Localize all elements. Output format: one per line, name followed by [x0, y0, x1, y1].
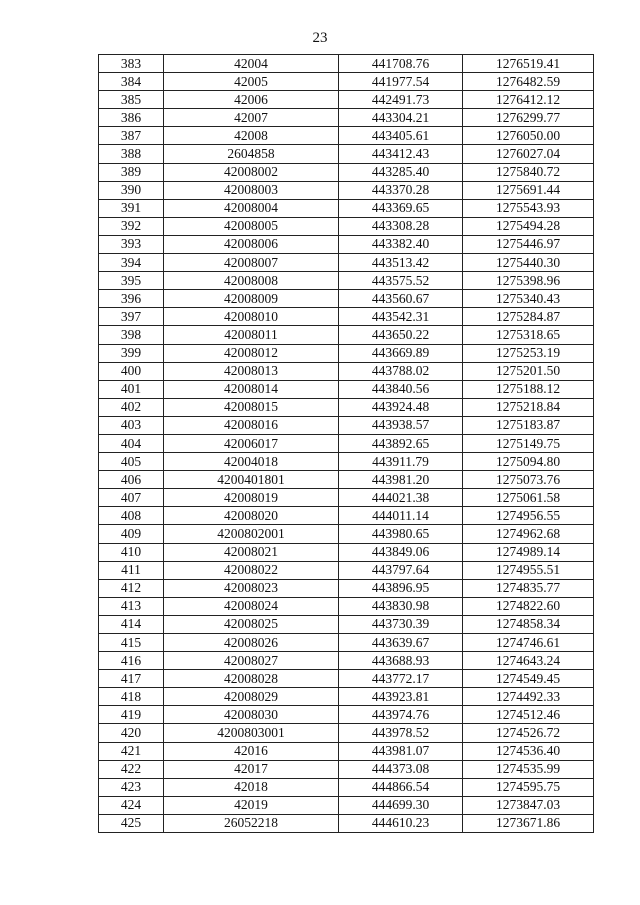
x-coordinate-cell: 443772.17: [339, 670, 463, 688]
table-row: [99, 742, 594, 760]
point-number-cell: 386: [99, 109, 164, 127]
point-number-cell: 405: [99, 453, 164, 471]
point-number-cell: 407: [99, 489, 164, 507]
table-row: [99, 814, 594, 832]
point-id-cell: 42008009: [164, 290, 339, 308]
table-row: [99, 453, 594, 471]
table-row: [99, 199, 594, 217]
point-number-cell: 416: [99, 652, 164, 670]
point-number-cell: 398: [99, 326, 164, 344]
y-coordinate-cell: 1274492.33: [463, 688, 594, 706]
point-id-cell: 42008010: [164, 308, 339, 326]
point-number-cell: 409: [99, 525, 164, 543]
y-coordinate-cell: 1275543.93: [463, 199, 594, 217]
x-coordinate-cell: 443650.22: [339, 326, 463, 344]
table-row: [99, 254, 594, 272]
x-coordinate-cell: 443669.89: [339, 344, 463, 362]
point-number-cell: 400: [99, 362, 164, 380]
x-coordinate-cell: 443980.65: [339, 525, 463, 543]
point-number-cell: 419: [99, 706, 164, 724]
table-row: [99, 235, 594, 253]
table-row: [99, 398, 594, 416]
point-id-cell: 42019: [164, 796, 339, 814]
y-coordinate-cell: 1276482.59: [463, 73, 594, 91]
x-coordinate-cell: 444866.54: [339, 778, 463, 796]
table-row: [99, 127, 594, 145]
table-body: [99, 55, 594, 833]
point-id-cell: 42008003: [164, 181, 339, 199]
y-coordinate-cell: 1274956.55: [463, 507, 594, 525]
point-id-cell: 42008012: [164, 344, 339, 362]
point-number-cell: 406: [99, 471, 164, 489]
x-coordinate-cell: 443788.02: [339, 362, 463, 380]
coordinates-table: [98, 54, 594, 833]
point-id-cell: 42008007: [164, 254, 339, 272]
table-row: [99, 55, 594, 73]
point-number-cell: 388: [99, 145, 164, 163]
point-id-cell: 42008014: [164, 380, 339, 398]
y-coordinate-cell: 1275201.50: [463, 362, 594, 380]
y-coordinate-cell: 1275446.97: [463, 235, 594, 253]
point-id-cell: 42008020: [164, 507, 339, 525]
point-id-cell: 42008029: [164, 688, 339, 706]
point-number-cell: 391: [99, 199, 164, 217]
y-coordinate-cell: 1275284.87: [463, 308, 594, 326]
point-id-cell: 42006: [164, 91, 339, 109]
point-number-cell: 387: [99, 127, 164, 145]
x-coordinate-cell: 443830.98: [339, 597, 463, 615]
table-row: [99, 724, 594, 742]
table-row: [99, 760, 594, 778]
point-number-cell: 389: [99, 163, 164, 181]
y-coordinate-cell: 1275318.65: [463, 326, 594, 344]
point-id-cell: 42008: [164, 127, 339, 145]
y-coordinate-cell: 1274643.24: [463, 652, 594, 670]
y-coordinate-cell: 1274535.99: [463, 760, 594, 778]
point-number-cell: 411: [99, 561, 164, 579]
point-id-cell: 42008022: [164, 561, 339, 579]
point-number-cell: 421: [99, 742, 164, 760]
point-number-cell: 415: [99, 634, 164, 652]
point-id-cell: 42008013: [164, 362, 339, 380]
y-coordinate-cell: 1275218.84: [463, 398, 594, 416]
x-coordinate-cell: 444373.08: [339, 760, 463, 778]
point-number-cell: 390: [99, 181, 164, 199]
point-number-cell: 408: [99, 507, 164, 525]
x-coordinate-cell: 443304.21: [339, 109, 463, 127]
point-id-cell: 42008027: [164, 652, 339, 670]
y-coordinate-cell: 1274549.45: [463, 670, 594, 688]
point-number-cell: 393: [99, 235, 164, 253]
point-id-cell: 42008015: [164, 398, 339, 416]
x-coordinate-cell: 443285.40: [339, 163, 463, 181]
x-coordinate-cell: 443639.67: [339, 634, 463, 652]
point-number-cell: 417: [99, 670, 164, 688]
y-coordinate-cell: 1275061.58: [463, 489, 594, 507]
y-coordinate-cell: 1275183.87: [463, 416, 594, 434]
x-coordinate-cell: 441977.54: [339, 73, 463, 91]
table-row: [99, 163, 594, 181]
point-id-cell: 4200802001: [164, 525, 339, 543]
table-row: [99, 615, 594, 633]
y-coordinate-cell: 1274962.68: [463, 525, 594, 543]
y-coordinate-cell: 1274746.61: [463, 634, 594, 652]
point-id-cell: 42004018: [164, 453, 339, 471]
x-coordinate-cell: 444699.30: [339, 796, 463, 814]
x-coordinate-cell: 443575.52: [339, 272, 463, 290]
table-row: [99, 706, 594, 724]
y-coordinate-cell: 1275494.28: [463, 217, 594, 235]
y-coordinate-cell: 1275149.75: [463, 434, 594, 452]
table-row: [99, 543, 594, 561]
point-number-cell: 420: [99, 724, 164, 742]
point-number-cell: 401: [99, 380, 164, 398]
point-id-cell: 26052218: [164, 814, 339, 832]
x-coordinate-cell: 443405.61: [339, 127, 463, 145]
table-row: [99, 489, 594, 507]
x-coordinate-cell: 444610.23: [339, 814, 463, 832]
table-row: [99, 91, 594, 109]
x-coordinate-cell: 443412.43: [339, 145, 463, 163]
y-coordinate-cell: 1273671.86: [463, 814, 594, 832]
point-number-cell: 425: [99, 814, 164, 832]
point-number-cell: 403: [99, 416, 164, 434]
point-number-cell: 399: [99, 344, 164, 362]
y-coordinate-cell: 1274595.75: [463, 778, 594, 796]
point-id-cell: 42007: [164, 109, 339, 127]
point-id-cell: 4200401801: [164, 471, 339, 489]
x-coordinate-cell: 443896.95: [339, 579, 463, 597]
y-coordinate-cell: 1276050.00: [463, 127, 594, 145]
y-coordinate-cell: 1275691.44: [463, 181, 594, 199]
point-id-cell: 42008008: [164, 272, 339, 290]
y-coordinate-cell: 1275073.76: [463, 471, 594, 489]
table-row: [99, 326, 594, 344]
point-number-cell: 423: [99, 778, 164, 796]
table-row: [99, 778, 594, 796]
point-number-cell: 414: [99, 615, 164, 633]
point-id-cell: 42008024: [164, 597, 339, 615]
x-coordinate-cell: 443308.28: [339, 217, 463, 235]
y-coordinate-cell: 1274536.40: [463, 742, 594, 760]
point-number-cell: 392: [99, 217, 164, 235]
table-row: [99, 344, 594, 362]
point-number-cell: 402: [99, 398, 164, 416]
x-coordinate-cell: 443370.28: [339, 181, 463, 199]
point-id-cell: 42008016: [164, 416, 339, 434]
table-row: [99, 634, 594, 652]
y-coordinate-cell: 1275440.30: [463, 254, 594, 272]
x-coordinate-cell: 444011.14: [339, 507, 463, 525]
point-id-cell: 42008006: [164, 235, 339, 253]
point-number-cell: 396: [99, 290, 164, 308]
table-row: [99, 507, 594, 525]
y-coordinate-cell: 1276519.41: [463, 55, 594, 73]
x-coordinate-cell: 443974.76: [339, 706, 463, 724]
point-number-cell: 412: [99, 579, 164, 597]
y-coordinate-cell: 1276299.77: [463, 109, 594, 127]
table-row: [99, 109, 594, 127]
table-row: [99, 272, 594, 290]
point-number-cell: 397: [99, 308, 164, 326]
point-id-cell: 42008005: [164, 217, 339, 235]
table-row: [99, 434, 594, 452]
y-coordinate-cell: 1274858.34: [463, 615, 594, 633]
table-row: [99, 308, 594, 326]
point-number-cell: 394: [99, 254, 164, 272]
point-number-cell: 413: [99, 597, 164, 615]
table-row: [99, 652, 594, 670]
y-coordinate-cell: 1276027.04: [463, 145, 594, 163]
page-number: 23: [312, 30, 328, 46]
x-coordinate-cell: 443797.64: [339, 561, 463, 579]
point-id-cell: 42008023: [164, 579, 339, 597]
table-row: [99, 670, 594, 688]
point-id-cell: 42008025: [164, 615, 339, 633]
point-number-cell: 424: [99, 796, 164, 814]
y-coordinate-cell: 1273847.03: [463, 796, 594, 814]
y-coordinate-cell: 1274835.77: [463, 579, 594, 597]
x-coordinate-cell: 443513.42: [339, 254, 463, 272]
point-number-cell: 404: [99, 434, 164, 452]
x-coordinate-cell: 441708.76: [339, 55, 463, 73]
point-number-cell: 384: [99, 73, 164, 91]
table-row: [99, 416, 594, 434]
point-number-cell: 418: [99, 688, 164, 706]
x-coordinate-cell: 443938.57: [339, 416, 463, 434]
point-number-cell: 395: [99, 272, 164, 290]
y-coordinate-cell: 1274526.72: [463, 724, 594, 742]
point-id-cell: 4200803001: [164, 724, 339, 742]
table-row: [99, 181, 594, 199]
point-id-cell: 2604858: [164, 145, 339, 163]
x-coordinate-cell: 443382.40: [339, 235, 463, 253]
point-number-cell: 410: [99, 543, 164, 561]
point-id-cell: 42005: [164, 73, 339, 91]
point-number-cell: 422: [99, 760, 164, 778]
point-id-cell: 42008019: [164, 489, 339, 507]
point-id-cell: 42017: [164, 760, 339, 778]
y-coordinate-cell: 1274955.51: [463, 561, 594, 579]
table-row: [99, 145, 594, 163]
point-id-cell: 42008002: [164, 163, 339, 181]
x-coordinate-cell: 443688.93: [339, 652, 463, 670]
y-coordinate-cell: 1275340.43: [463, 290, 594, 308]
point-number-cell: 385: [99, 91, 164, 109]
x-coordinate-cell: 443840.56: [339, 380, 463, 398]
point-id-cell: 42008021: [164, 543, 339, 561]
x-coordinate-cell: 443924.48: [339, 398, 463, 416]
y-coordinate-cell: 1274989.14: [463, 543, 594, 561]
point-id-cell: 42004: [164, 55, 339, 73]
table-row: [99, 796, 594, 814]
table-row: [99, 525, 594, 543]
x-coordinate-cell: 443730.39: [339, 615, 463, 633]
table-row: [99, 597, 594, 615]
y-coordinate-cell: 1275253.19: [463, 344, 594, 362]
table-row: [99, 217, 594, 235]
point-id-cell: 42008028: [164, 670, 339, 688]
table-row: [99, 362, 594, 380]
x-coordinate-cell: 443981.20: [339, 471, 463, 489]
y-coordinate-cell: 1274512.46: [463, 706, 594, 724]
table-row: [99, 73, 594, 91]
table-row: [99, 471, 594, 489]
point-id-cell: 42016: [164, 742, 339, 760]
y-coordinate-cell: 1275188.12: [463, 380, 594, 398]
x-coordinate-cell: 443978.52: [339, 724, 463, 742]
point-id-cell: 42008030: [164, 706, 339, 724]
y-coordinate-cell: 1276412.12: [463, 91, 594, 109]
x-coordinate-cell: 443560.67: [339, 290, 463, 308]
x-coordinate-cell: 443981.07: [339, 742, 463, 760]
point-id-cell: 42008026: [164, 634, 339, 652]
table-row: [99, 579, 594, 597]
point-number-cell: 383: [99, 55, 164, 73]
y-coordinate-cell: 1275840.72: [463, 163, 594, 181]
y-coordinate-cell: 1275398.96: [463, 272, 594, 290]
x-coordinate-cell: 443892.65: [339, 434, 463, 452]
x-coordinate-cell: 443849.06: [339, 543, 463, 561]
table-row: [99, 561, 594, 579]
x-coordinate-cell: 443911.79: [339, 453, 463, 471]
x-coordinate-cell: 443542.31: [339, 308, 463, 326]
x-coordinate-cell: 442491.73: [339, 91, 463, 109]
x-coordinate-cell: 443923.81: [339, 688, 463, 706]
point-id-cell: 42008011: [164, 326, 339, 344]
x-coordinate-cell: 443369.65: [339, 199, 463, 217]
x-coordinate-cell: 444021.38: [339, 489, 463, 507]
table-row: [99, 380, 594, 398]
y-coordinate-cell: 1274822.60: [463, 597, 594, 615]
point-id-cell: 42018: [164, 778, 339, 796]
table-row: [99, 290, 594, 308]
y-coordinate-cell: 1275094.80: [463, 453, 594, 471]
table-row: [99, 688, 594, 706]
point-id-cell: 42008004: [164, 199, 339, 217]
point-id-cell: 42006017: [164, 434, 339, 452]
